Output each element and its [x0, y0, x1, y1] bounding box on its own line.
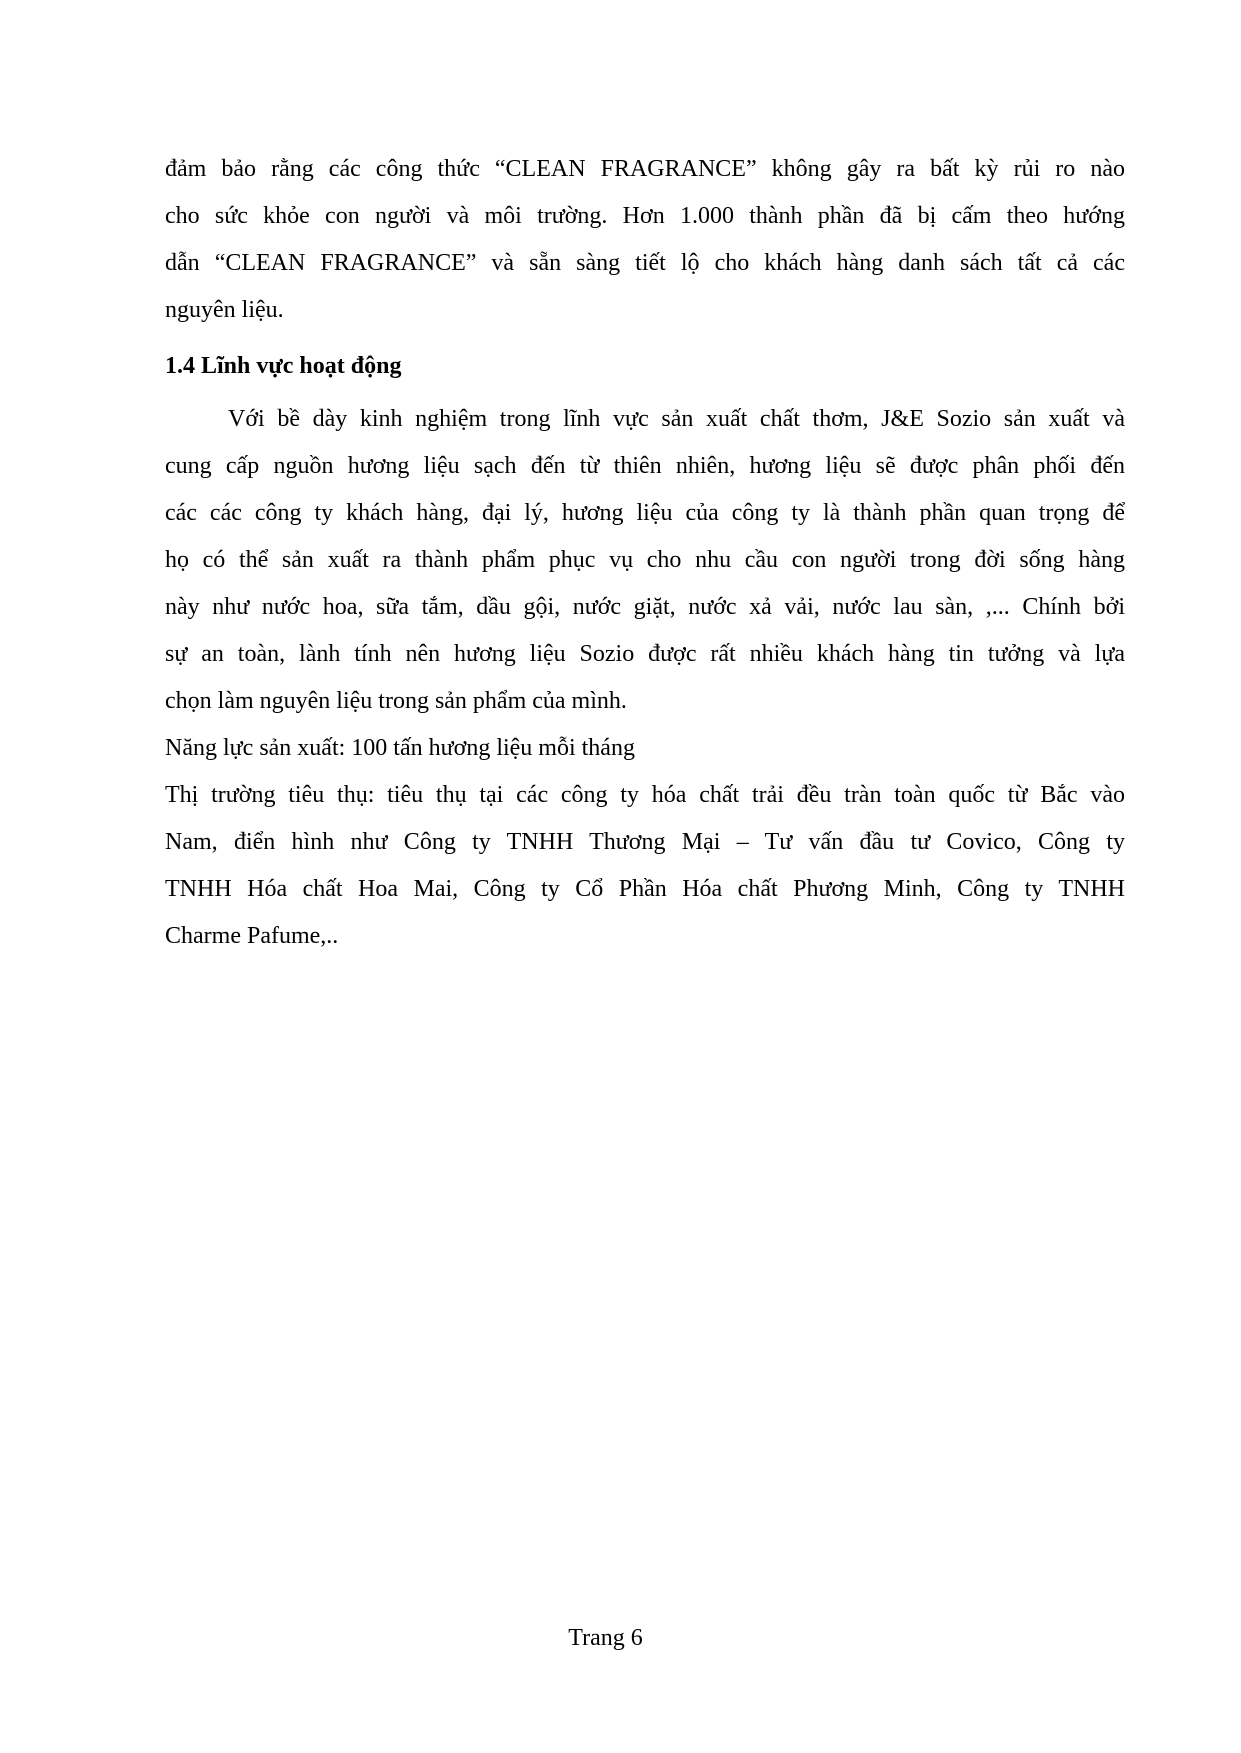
- capacity-paragraph: [165, 725, 1125, 772]
- text-line: đảm bảo rằng các công thức “CLEAN FRAGRANCE” không gây ra bất kỳ rủi ro nào: [165, 156, 1125, 182]
- intro-paragraph: [165, 146, 1125, 334]
- text-line: các các công ty khách hàng, đại lý, hương liệu của công ty là thành phần quan trọng để: [165, 500, 1125, 526]
- text-line: này như nước hoa, sữa tắm, dầu gội, nước giặt, nước xả vải, nước lau sàn, ,... Chính bởi: [165, 594, 1125, 620]
- text-line: Nam, điển hình như Công ty TNHH Thương Mại – Tư vấn đầu tư Covico, Công ty: [165, 829, 1125, 855]
- section-heading: 1.4 Lĩnh vực hoạt động: [165, 353, 402, 379]
- text-line: Thị trường tiêu thụ: tiêu thụ tại các công ty hóa chất trải đều tràn toàn quốc từ Bắc vào: [165, 782, 1125, 808]
- text-line: dẫn “CLEAN FRAGRANCE” và sẵn sàng tiết lộ cho khách hàng danh sách tất cả các: [165, 250, 1125, 276]
- text-line: nguyên liệu.: [165, 297, 284, 323]
- text-line: sự an toàn, lành tính nên hương liệu Sozio được rất nhiều khách hàng tin tưởng và lựa: [165, 641, 1125, 667]
- page-footer: [0, 1618, 1241, 1658]
- text-line: chọn làm nguyên liệu trong sản phẩm của mình.: [165, 688, 627, 714]
- text-line: cho sức khỏe con người và môi trường. Hơn 1.000 thành phần đã bị cấm theo hướng: [165, 203, 1125, 229]
- capacity-line: Năng lực sản xuất: 100 tấn hương liệu mỗi tháng: [165, 735, 635, 761]
- text-line: TNHH Hóa chất Hoa Mai, Công ty Cổ Phần Hóa chất Phương Minh, Công ty TNHH: [165, 876, 1125, 902]
- market-paragraph: [165, 772, 1125, 960]
- page-number: Trang 6: [568, 1625, 643, 1651]
- document-page: [165, 146, 1125, 960]
- text-line: cung cấp nguồn hương liệu sạch đến từ thiên nhiên, hương liệu sẽ được phân phối đến: [165, 453, 1125, 479]
- section-body-paragraph: [165, 396, 1125, 725]
- text-line: họ có thể sản xuất ra thành phẩm phục vụ cho nhu cầu con người trong đời sống hàng: [165, 547, 1125, 573]
- text-line: Charme Pafume,..: [165, 923, 339, 949]
- text-line: Với bề dày kinh nghiệm trong lĩnh vực sản xuất chất thơm, J&E Sozio sản xuất và: [228, 406, 1125, 432]
